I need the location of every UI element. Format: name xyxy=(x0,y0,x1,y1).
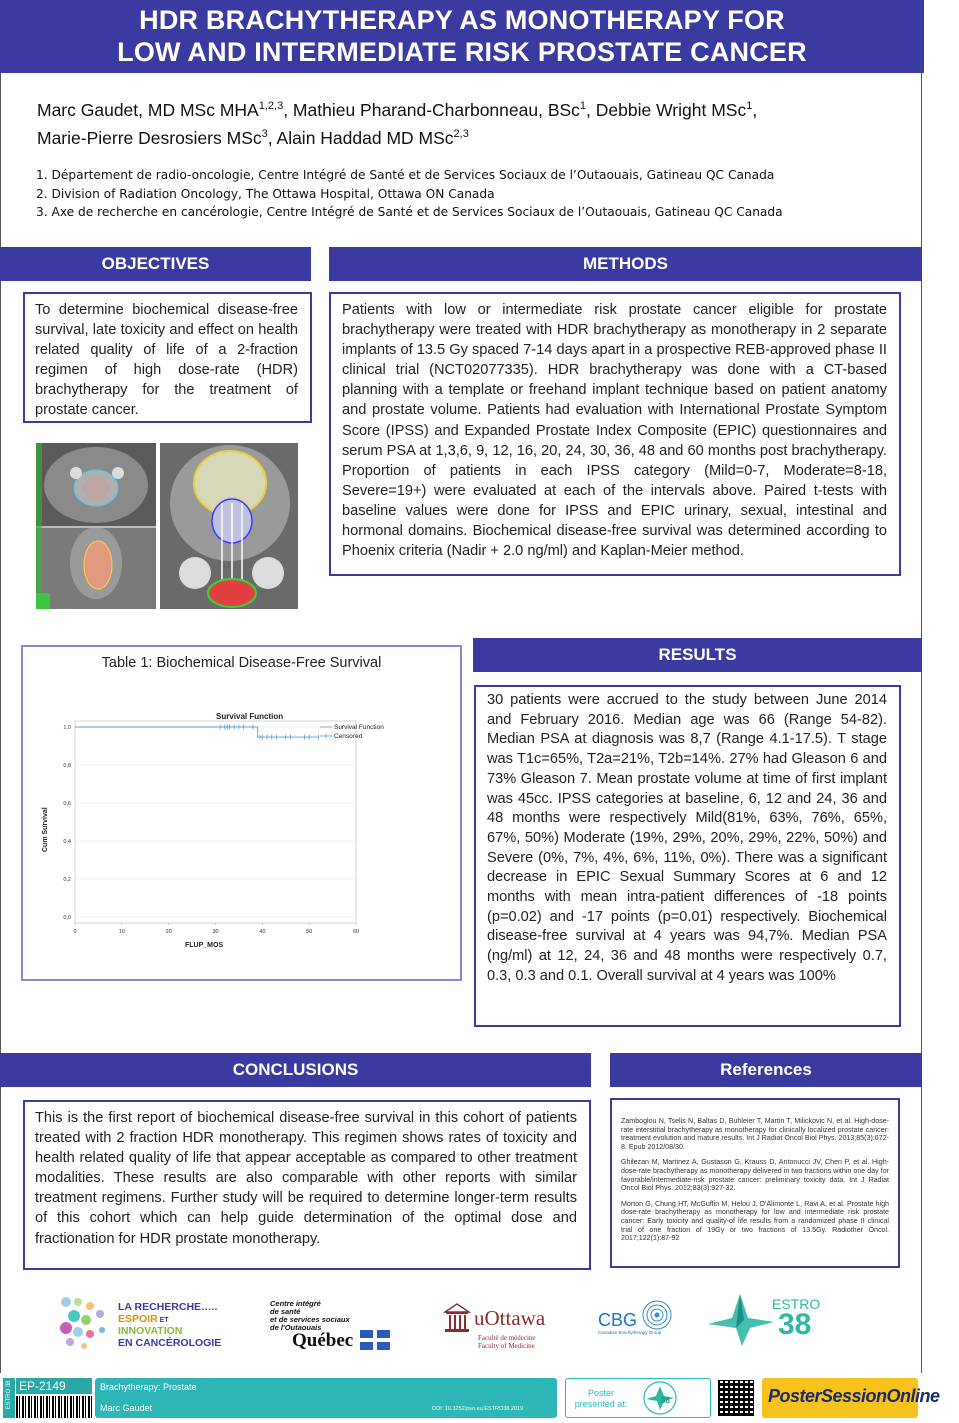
barcode-icon xyxy=(16,1396,92,1418)
affiliation-item: 2. Division of Radiation Oncology, The Ottawa Hospital, Ottawa ON Canada xyxy=(36,186,495,201)
ct-coronal-graphic xyxy=(160,443,298,609)
poster-id: EP-2149 xyxy=(16,1378,92,1394)
estro38-logo xyxy=(706,1290,826,1356)
y-tick-label: 1,0 xyxy=(63,725,71,731)
uottawa-wordmark: uOttawa xyxy=(474,1306,546,1330)
objectives-heading: OBJECTIVES xyxy=(0,247,311,281)
plot-frame xyxy=(75,721,356,923)
kaplan-meier-chart xyxy=(23,647,460,979)
estro-number: 38 xyxy=(778,1308,812,1341)
x-tick-label: 50 xyxy=(306,929,313,935)
references-heading: References xyxy=(610,1053,922,1087)
author-sep: , xyxy=(267,127,277,148)
footer-vertical-label: ESTRO 38 xyxy=(6,1380,12,1410)
reference-item: Zamboglou N, Tselis N, Baltas D, Buhleier T, Martin T, Milickovic N, et al. High-dose-rate interstitial brachytherapy as monotherapy for clinically localized prostate cancer: treatment evolution and mature results. Int J Radiat Oncol Biol Phys. 2013;85(3):672-8. Epub 2012/08/30. xyxy=(621,1117,889,1151)
author-sep: , xyxy=(283,99,293,120)
recherche-line3: EN CANCÉROLOGIE xyxy=(118,1336,222,1349)
objectives-text: To determine biochemical disease-free survival, late toxicity and effect on health related quality of life of a 2-fraction regimen of high dose-rate (HDR) brachytherapy for the treatment of prostate cancer. xyxy=(35,302,298,419)
results-text: 30 patients were accrued to the study between June 2014 and February 2016. Median age was 66 (Range 54-82). Median PSA at diagnosis was 8,7 (Range 4.1-17.5). T stage was T1c=65%, T2a=21%, T2b=14%. 27% had Gleason 6 and 73% Gleason 7. Mean prostate volume at time of first implant was 45cc. IPSS categories at baseline, 6, 12 and 24, 36 and 48 months were respectively Mild(81%, 63%, 76%, 65%, 67%, 50%) Moderate (19%, 29%, 20%, 29%, 22%, 50%) and Severe (0%, 7%, 4%, 6%, 11%, 0%). There was a significant decrease in EPIC Sexual Summary Scores at 6 and 12 months with mean intra-patient differences of -18 points (p=0.02) and -17 points (p=0.01) respectively. Biochemical disease-free survival at 4 years was 94,7%. Median PSA (ng/ml) at 12, 24, 36 and 48 months were respectively 0.7, 0.3, 0.3 and 0.1. Overall survival at 4 years was 100% xyxy=(487,692,887,984)
chart-xlabel: FLUP_MOS xyxy=(185,942,224,949)
recherche-line1: LA RECHERCHE….. xyxy=(118,1301,218,1313)
poster-title-line1: HDR BRACHYTHERAPY AS MONOTHERAPY FOR xyxy=(139,5,785,35)
cisss-quebec-logo xyxy=(270,1300,400,1352)
recherche-logo xyxy=(52,1290,227,1356)
ct-scan-image-right xyxy=(160,443,298,609)
ct-scan-image-left xyxy=(36,443,156,609)
recherche-innovation: INNOVATION xyxy=(118,1325,183,1337)
chart-legend xyxy=(320,724,384,740)
y-tick-label: 0,0 xyxy=(63,915,71,921)
methods-heading: METHODS xyxy=(329,247,922,281)
x-tick-label: 40 xyxy=(259,929,266,935)
y-tick-label: 0,4 xyxy=(63,839,71,845)
reference-item: Morton G, Chung HT, McGuffin M, Helou J, D'Alimonte L, Ravi A, et al. Prostate high dose-rate brachytherapy as monotherapy for low and intermediate risk prostate cancer: Early toxicity and quality-of life results from a randomized phase II clinical trial of one fraction of 19Gy or two fractions of 13.5Gy. Radiother Oncol. 2017;122(1):87-92 xyxy=(621,1199,889,1243)
table1-caption: Table 1: Biochemical Disease-Free Survival xyxy=(101,655,382,671)
x-tick-label: 0 xyxy=(73,929,77,935)
author-name: Mathieu Pharand-Charbonneau, BSc xyxy=(292,99,580,120)
x-tick-label: 30 xyxy=(212,929,219,935)
author-name: Marie-Pierre Desrosiers MSc xyxy=(37,127,262,148)
y-tick-label: 0,2 xyxy=(63,877,71,883)
footer-doi: DOI: 10.3252/pso.eu.ESTRO38.2019 xyxy=(432,1406,524,1412)
author-list xyxy=(37,94,897,150)
quebec-flag-icon xyxy=(360,1330,390,1350)
chart-grid xyxy=(75,727,356,917)
uottawa-building-icon xyxy=(444,1302,470,1334)
footer-author: Marc Gaudet xyxy=(100,1403,153,1413)
x-tick-label: 10 xyxy=(118,929,125,935)
chart-axes xyxy=(75,721,356,923)
presented-line2: presented at: xyxy=(574,1399,628,1409)
results-box xyxy=(474,685,901,1027)
poster-title-line2: LOW AND INTERMEDIATE RISK PROSTATE CANCER xyxy=(117,37,807,67)
quebec-wordmark: Québec xyxy=(292,1330,354,1351)
author-affil: 1 xyxy=(746,100,753,112)
uottawa-sub2: Faculty of Medicine xyxy=(478,1342,535,1350)
affiliation-list xyxy=(36,166,896,222)
cbg-wordmark: CBG xyxy=(598,1310,638,1330)
methods-box xyxy=(329,292,901,576)
affiliation-item: 1. Département de radio-oncologie, Centre Intégré de Santé et de Services Sociaux de l’Outaouais, Gatineau QC Canada xyxy=(36,168,775,182)
uottawa-logo xyxy=(444,1300,556,1352)
cisss-line2: de santé xyxy=(270,1307,301,1316)
cisss-line3: et de services sociaux xyxy=(270,1315,350,1324)
recherche-dots-icon xyxy=(52,1292,114,1354)
author-sep: , xyxy=(586,99,596,120)
author-affil: 2,3 xyxy=(453,127,469,140)
conclusions-text: This is the first report of biochemical disease-free survival in this cohort of patients treated with 2 fraction HDR monotherapy. This regimen shows rates of toxicity and health related quality of life that appear acceptable as compared to other treatment modalities. These results are also comparable with other reports with similar treatment regimens. Further study will be required to determine longer-term results of this cohort which can help guide determination of the optimal dose and fractionation for HDR prostate monotherapy. xyxy=(35,1110,577,1247)
presented-line1: Poster xyxy=(587,1388,614,1398)
pso-brand: PosterSessionOnline xyxy=(768,1386,940,1406)
conclusions-box xyxy=(23,1100,591,1270)
cisss-line4: de l'Outaouais xyxy=(270,1323,322,1332)
author-name: Marc Gaudet, MD MSc MHA xyxy=(37,99,259,120)
objectives-box xyxy=(23,292,312,423)
y-tick-label: 0,6 xyxy=(63,801,71,807)
estro-wordmark: ESTRO xyxy=(772,1296,821,1312)
cbg-logo xyxy=(598,1300,678,1340)
survival-function-line xyxy=(75,727,319,737)
pso-wordmark xyxy=(768,1386,959,1407)
table1-figure xyxy=(21,645,462,981)
uottawa-sub1: Faculté de médecine xyxy=(478,1334,536,1342)
recherche-espoir: ESPOIR xyxy=(118,1312,158,1325)
x-tick-label: 20 xyxy=(165,929,172,935)
legend-label-censored: Censored xyxy=(334,733,363,740)
author-name: Debbie Wright MSc xyxy=(595,99,747,120)
cbg-subtitle: Canadian Brachytherapy Group xyxy=(598,1330,662,1335)
results-heading: RESULTS xyxy=(473,638,922,672)
x-tick-label: 60 xyxy=(352,929,360,935)
chart-ylabel: Cum Survival xyxy=(42,807,49,852)
recherche-et: ET xyxy=(157,1316,169,1324)
chart-title: Survival Function xyxy=(216,712,284,721)
y-tick-label: 0,8 xyxy=(63,763,71,769)
legend-label-survival: Survival Function xyxy=(334,724,384,731)
cisss-line1: Centre intégré xyxy=(270,1299,321,1308)
author-name: Alain Haddad MD MSc xyxy=(276,127,454,148)
chart-ticks xyxy=(63,725,359,935)
qr-code-icon[interactable] xyxy=(718,1380,754,1416)
estro-star-icon xyxy=(706,1292,776,1348)
author-affil: 3 xyxy=(261,127,268,140)
presented-at-label xyxy=(570,1388,632,1410)
author-sep: , xyxy=(752,99,758,120)
estro-mini-number: 38 xyxy=(661,1396,670,1405)
affiliation-item: 3. Axe de recherche en cancérologie, Centre Intégré de Santé et de Services Sociaux de l’Outaouais, Gatineau QC Canada xyxy=(36,205,783,219)
pso-com: .com xyxy=(939,1394,959,1404)
reference-list xyxy=(621,1117,889,1250)
cbg-circles-icon xyxy=(642,1300,672,1330)
estro-mini-icon xyxy=(640,1380,680,1416)
author-affil: 1,2,3 xyxy=(258,100,284,112)
footer-topic: Brachytherapy: Prostate xyxy=(100,1382,197,1392)
methods-text: Patients with low or intermediate risk prostate cancer eligible for prostate brachytherapy were treated with HDR brachytherapy as monotherapy in 2 separate implants of 13.5 Gy spaced 7-14 days apart in a prospective REB-approved phase II clinical trial (NCT02077335). HDR brachytherapy was done with a CT-based planning with a template or freehand implant technique based on patient anatomy and prostate volume. Patients had evaluation with International Prostate Symptom Score (IPSS) and Expanded Prostate Index Composite (EPIC) questionnaires and serum PSA at 1,3,6, 9, 12, 16, 20, 24, 30, 36, 48 and 60 months post brachytherapy. Proportion of patients in each IPSS category (Mild=0-7, Moderate=8-18, Severe=19+) were evaluated at each of the intervals above. Paired t-tests with baseline values were done for IPSS and EPIC urinary, sexual, intestinal and hormonal domains. Biochemical disease-free survival was determined according to Phoenix criteria (Nadir + 2.0 ng/ml) and Kaplan-Meier method. xyxy=(342,302,887,560)
reference-item: Ghilezan M, Martinez A, Gustason G, Krauss D, Antonucci JV, Chen P, et al. High-dose-rate brachytherapy as monotherapy delivered in two fractions within one day for favorable/intermediate-risk prostate cancer: preliminary toxicity data. Int J Radiat Oncol Biol Phys. 2012;83(3):927-32. xyxy=(621,1158,889,1193)
author-affil: 1 xyxy=(579,100,587,112)
ct-scan-graphic xyxy=(36,443,156,609)
footer-vertical-strip xyxy=(3,1378,15,1418)
conclusions-heading: CONCLUSIONS xyxy=(0,1053,591,1087)
